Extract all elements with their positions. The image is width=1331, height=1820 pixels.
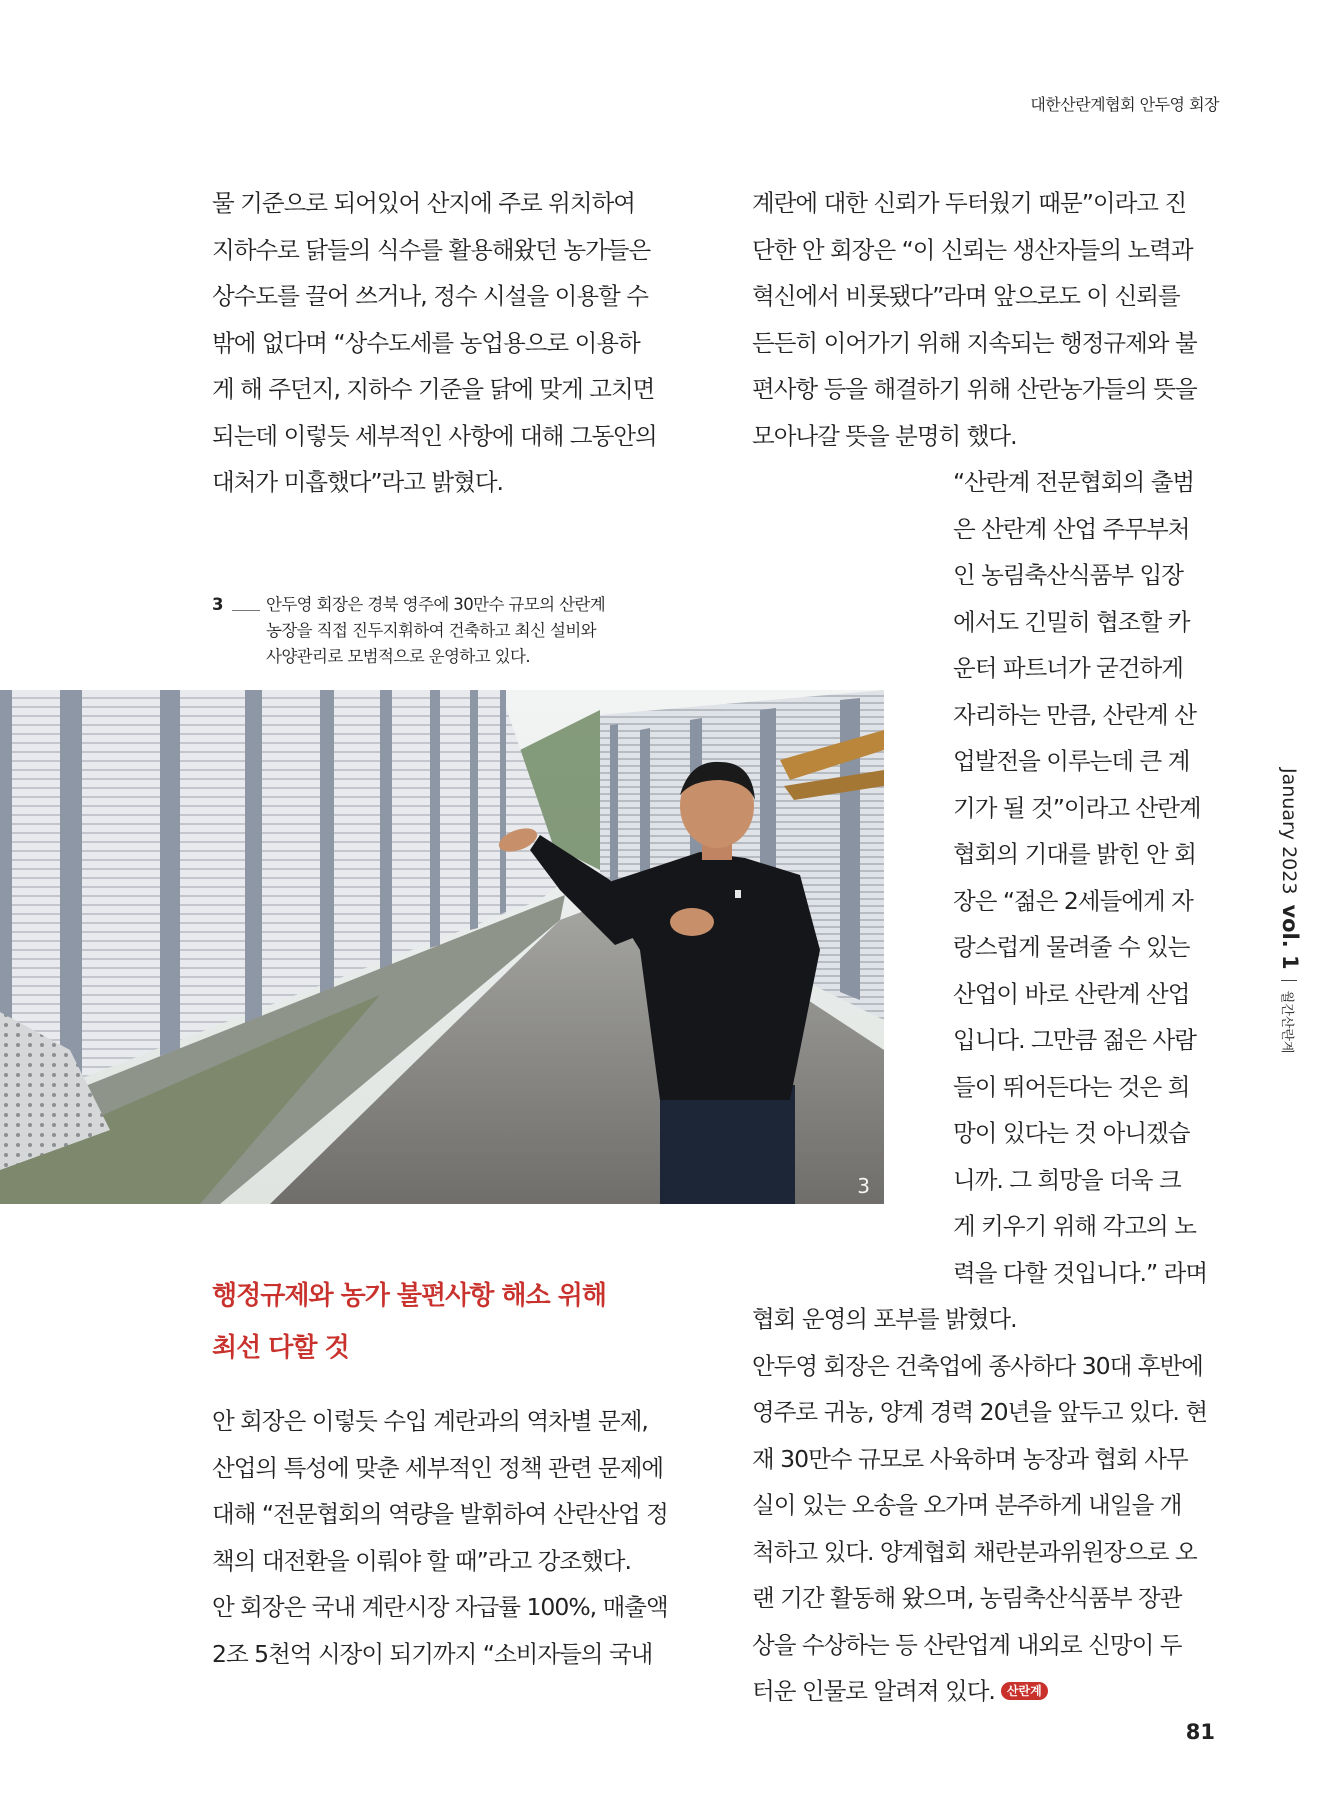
left-column-top (212, 180, 682, 506)
quote-line: 니까. 그 희망을 더욱 크 (953, 1165, 1181, 1194)
quote-line: 은 산란계 산업 주무부처 (953, 514, 1190, 543)
right-column (752, 180, 1222, 1715)
body-line: 책의 대전환을 이뤄야 할 때”라고 강조했다. (212, 1546, 631, 1575)
issue-date: January 2023 (1278, 768, 1300, 895)
quote-line: 에서도 긴밀히 협조할 카 (953, 607, 1190, 636)
quote-line: 들이 뛰어든다는 것은 희 (953, 1072, 1190, 1101)
end-mark: 산란계 (1001, 1682, 1048, 1700)
body-line: 되는데 이렇듯 세부적인 사항에 대해 그동안의 (212, 421, 657, 450)
caption-rule (232, 610, 260, 611)
body-line: 안두영 회장은 건축업에 종사하다 30대 후반에 (752, 1351, 1203, 1380)
body-line: 재 30만수 규모로 사육하며 농장과 협회 사무 (752, 1444, 1188, 1473)
quote-line: 업발전을 이루는데 큰 계 (953, 747, 1190, 775)
volume-label: vol. 1 (1278, 904, 1302, 970)
left-column-bottom (212, 1398, 682, 1677)
magazine-name: 월간산란계 (1279, 990, 1294, 1054)
body-line: 지하수로 닭들의 식수를 활용해왔던 농가들은 (212, 235, 651, 264)
body-line: 협회 운영의 포부를 밝혔다. (752, 1305, 1017, 1333)
subheading-line: 행정규제와 농가 불편사항 해소 위해 (212, 1281, 606, 1311)
issue-sidebar (1272, 768, 1308, 1054)
quote-line: 랑스럽게 물려줄 수 있는 (953, 933, 1190, 961)
body-line: 안 회장은 국내 계란시장 자급률 100%, 매출액 (212, 1593, 668, 1621)
sidebar-divider (1281, 980, 1297, 981)
body-line: 실이 있는 오송을 오가며 분주하게 내일을 개 (752, 1491, 1182, 1519)
body-line-last (752, 1668, 1222, 1715)
quote-line: 망이 있다는 것 아니겠습 (953, 1119, 1190, 1147)
last-line-text: 터운 인물로 알려져 있다. (752, 1677, 995, 1705)
body-line: 산업의 특성에 맞춘 세부적인 정책 관련 문제에 (212, 1453, 664, 1482)
quote-line: 게 키우기 위해 각고의 노 (953, 1212, 1196, 1240)
quote-line: 장은 “젊은 2세들에게 자 (953, 886, 1193, 915)
body-line: 2조 5천억 시장이 되기까지 “소비자들의 국내 (212, 1639, 653, 1668)
quote-line: 기가 될 것”이라고 산란계 (953, 793, 1201, 822)
subheading-line: 최선 다할 것 (212, 1333, 349, 1363)
quote-line: 운터 파트너가 굳건하게 (953, 654, 1183, 682)
body-line: 척하고 있다. 양계협회 채란분과위원장으로 오 (752, 1537, 1197, 1566)
quote-line: 입니다. 그만큼 젊은 사람 (953, 1026, 1196, 1054)
body-line: 혁신에서 비롯됐다”라며 앞으로도 이 신뢰를 (752, 282, 1180, 310)
body-line: 상을 수상하는 등 산란업계 내외로 신망이 두 (752, 1630, 1182, 1659)
body-line: 대해 “전문협회의 역량을 발휘하여 산란산업 정 (212, 1500, 668, 1528)
quote-line: 협회의 기대를 밝힌 안 회 (953, 840, 1196, 868)
body-line: 대처가 미흡했다”라고 밝혔다. (212, 468, 503, 496)
quote-line: 력을 다할 것입니다.” 라며 (953, 1258, 1208, 1287)
quote-line: “산란계 전문협회의 출범 (953, 468, 1195, 496)
body-line: 단한 안 회장은 “이 신뢰는 생산자들의 노력과 (752, 235, 1193, 264)
photo-caption (212, 592, 682, 670)
quote-line: 자리하는 만큼, 산란계 산 (953, 700, 1196, 729)
caption-number: 3 (212, 595, 223, 614)
body-line: 든든히 이어가기 위해 지속되는 행정규제와 불 (752, 328, 1197, 357)
body-line: 물 기준으로 되어있어 산지에 주로 위치하여 (212, 189, 635, 217)
body-line: 밖에 없다며 “상수도세를 농업용으로 이용하 (212, 328, 640, 357)
body-line: 영주로 귀농, 양계 경력 20년을 앞두고 있다. 현 (752, 1398, 1208, 1426)
body-line: 상수도를 끌어 쓰거나, 정수 시설을 이용할 수 (212, 282, 648, 310)
caption-line: 농장을 직접 진두지휘하여 건축하고 최신 설비와 (266, 621, 597, 640)
body-line: 안 회장은 이렇듯 수입 계란과의 역차별 문제, (212, 1407, 648, 1435)
photo-number: 3 (857, 1174, 870, 1198)
caption-line: 안두영 회장은 경북 영주에 30만수 규모의 산란계 (266, 595, 606, 614)
section-subheading (212, 1270, 606, 1374)
body-line: 모아나갈 뜻을 분명히 했다. (752, 421, 1017, 450)
quote-line: 인 농림축산식품부 입장 (953, 561, 1183, 589)
body-line: 게 해 주던지, 지하수 기준을 닭에 맞게 고치면 (212, 375, 655, 403)
caption-line: 사양관리로 모범적으로 운영하고 있다. (266, 647, 531, 666)
quote-line: 산업이 바로 산란계 산업 (953, 979, 1190, 1008)
body-line: 계란에 대한 신뢰가 두터웠기 때문”이라고 진 (752, 189, 1187, 217)
body-line: 랜 기간 활동해 왔으며, 농림축산식품부 장관 (752, 1584, 1182, 1612)
body-line: 편사항 등을 해결하기 위해 산란농가들의 뜻을 (752, 375, 1197, 403)
page-number: 81 (1185, 1720, 1215, 1744)
running-title: 대한산란계협회 안두영 회장 (1030, 95, 1219, 114)
